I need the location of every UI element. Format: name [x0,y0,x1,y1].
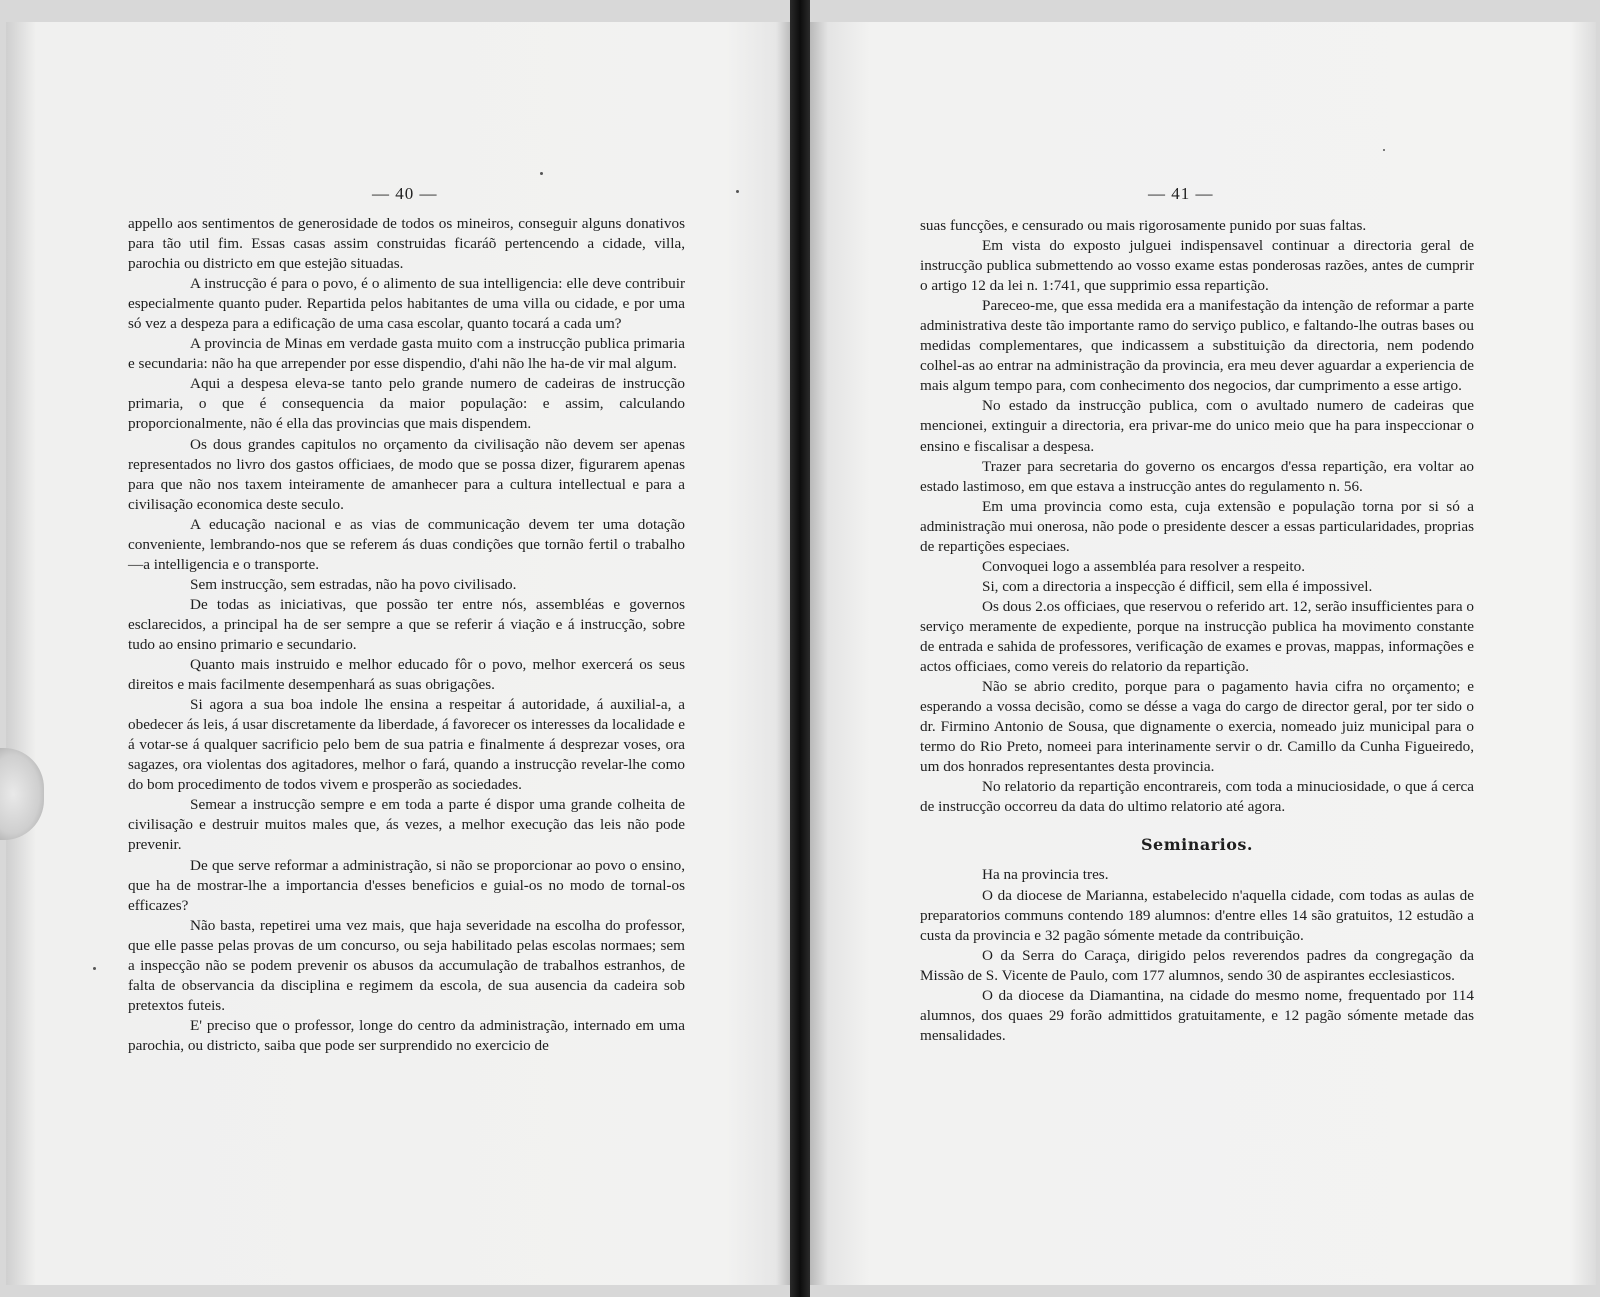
paragraph: Os dous 2.os officiaes, que reservou o referido art. 12, serão insufficientes para o serviço meramente de expediente, porque na instrucção publica ha movimento constante de entrada e sahida de professores, verificação de exames e provas, mappas, informações e actos officiaes, como vereis do relatorio da repartição. [920,597,1474,676]
paragraph: Aqui a despesa eleva-se tanto pelo grande numero de cadeiras de instrucção primaria, o que é consequencia da maior população: e assim, calculando proporcionalmente, não é ella das provincias que mais dispendem. [128,375,685,433]
page-number-right: — 41 — [1148,184,1214,203]
book-gutter [790,0,810,1297]
right-page-body [920,216,1474,1046]
paragraph: appello aos sentimentos de generosidade de todos os mineiros, conseguir alguns donativos para tão util fim. Essas casas assim construidas ficaráõ pertencendo a cidade, villa, parochia ou districto em que estejão situadas. [128,215,685,273]
paragraph: suas funcções, e censurado ou mais rigorosamente punido por suas faltas. [920,217,1367,234]
paragraph: A instrucção é para o povo, é o alimento de sua intelligencia: elle deve contribuir especialmente quanto puder. Repartida pelos habitantes de uma villa ou cidade, e por uma só vez a despeza para a edificação de uma casa escolar, quanto tocará a cada um? [128,275,685,333]
paragraph: E' preciso que o professor, longe do centro da administração, internado em uma parochia, ou districto, saiba que pode ser surprendido no exercicio de [128,1016,685,1054]
paragraph: O da diocese de Marianna, estabelecido n'aquella cidade, com todas as aulas de preparatorios communs contendo 189 alumnos: d'entre elles 14 são gratuitos, 12 estudão a custa da provincia e 32 pagão sómente metade da contribuição. [920,886,1474,944]
paragraph: Não se abrio credito, porque para o pagamento havia cifra no orçamento; e esperando a vossa decisão, como se désse a vaga do cargo de director geral, por ter sido o dr. Firmino Antonio de Sousa, que dignamente o exercia, nomeado juiz municipal para o termo do Rio Preto, nomeei para interinamente servir o dr. Camillo da Cunha Figueiredo, um dos honrados representantes desta provincia. [920,678,1474,776]
section-heading: Seminarios. [1141,835,1253,855]
paragraph: Semear a instrucção sempre e em toda a parte é dispor uma grande colheita de civilisação e destruir muitos males que, ás vezes, a melhor execução das leis não pode prevenir. [128,796,685,854]
paragraph: Quanto mais instruido e melhor educado fôr o povo, melhor exercerá os seus direitos e mais facilmente desempenhará as suas obrigações. [128,656,685,694]
paragraph: Em vista do exposto julguei indispensavel continuar a directoria geral de instrucção publica submettendo ao vosso exame estas ponderosas razões, antes de cumprir o artigo 12 da lei n. 1:741, que supprimio essa repartição. [920,237,1474,295]
page-number-left: — 40 — [372,184,438,203]
paragraph: De que serve reformar a administração, si não se proporcionar ao povo o ensino, que ha de mostrar-lhe a importancia d'esses beneficios e guial-os no modo de tornal-os efficazes? [128,856,685,914]
paragraph: Si, com a directoria a inspecção é difficil, sem ella é impossivel. [982,577,1373,595]
paragraph: Sem instrucção, sem estradas, não ha povo civilisado. [190,575,517,593]
scan-speck [93,967,96,970]
paragraph: A provincia de Minas em verdade gasta muito com a instrucção publica primaria e secundaria: não ha que arrepender por esse dispendio, d'ahi não lhe ha-de vir mal algum. [128,335,685,373]
paragraph: Trazer para secretaria do governo os encargos d'essa repartição, era voltar ao estado lastimoso, em que estava a instrucção antes do regulamento n. 56. [920,457,1474,495]
paragraph: Si agora a sua boa indole lhe ensina a respeitar á autoridade, á auxilial-a, a obedecer ás leis, á usar discretamente da liberdade, á favorecer os interesses da localidade e á votar-se á qualquer sacrificio pelo bem de sua patria e finalmente á desprezar voses, ora sagazes, ora violentas dos agitadores, melhor o fará, quando a instrucção revelar-lhe como do bom procedimento de todos vivem e prosperão as sociedades. [128,696,685,794]
scan-speck [540,172,543,175]
paragraph: Não basta, repetirei uma vez mais, que haja severidade na escolha do professor, que elle passe pelas provas de um concurso, ou seja habilitado pelas escolas normaes; sem a inspecção não se podem prevenir os abusos da accumulação de trabalhos estranhos, de falta de observancia da disciplina e regimem da escola, de sua ausencia da cadeira sob pretextos futeis. [128,916,685,1014]
paragraph: No relatorio da repartição encontrareis, com toda a minuciosidade, o que á cerca de instrucção occorreu da data do ultimo relatorio até agora. [920,778,1474,816]
paragraph: Convoquei logo a assembléa para resolver a respeito. [982,557,1306,575]
paragraph: O da Serra do Caraça, dirigido pelos reverendos padres da congregação da Missão de S. Vicente de Paulo, com 177 alumnos, sendo 30 de aspirantes ecclesiasticos. [920,946,1474,984]
paragraph: De todas as iniciativas, que possão ter entre nós, assembléas e governos esclarecidos, a principal ha de ser sempre a que se referir á viação e á instrucção, sobre tudo ao ensino primario e secundario. [128,595,685,653]
paragraph: A educação nacional e as vias de communicação devem ter uma dotação conveniente, lembrando-nos que se referem ás duas condições que tornão fertil o trabalho—a intelligencia e o transporte. [128,515,685,573]
paragraph: Os dous grandes capitulos no orçamento da civilisação não devem ser apenas representados no livro dos gastos officiaes, de modo que se possa dizer, figurarem apenas para que não nos taxem inteiramente de amanhecer para a cultura intellectual e para a civilisação economica deste seculo. [128,435,685,513]
paragraph: Em uma provincia como esta, cuja extensão e população torna por si só a administração mui onerosa, não pode o presidente descer a essas particularidades, proprias de repartições especiaes. [920,497,1474,555]
left-page-body [128,214,685,1056]
scan-speck [736,190,739,193]
paragraph: Pareceo-me, que essa medida era a manifestação da intenção de reformar a parte administrativa deste tão importante ramo do serviço publico, e faltando-lhe outras bases ou medidas complementares, que indicassem a substituição da directoria, nem podendo colhel-as ao entrar na administração da provincia, era meu dever aguardar a experiencia de mais algum tempo para, com conhecimento dos negocios, dar cumprimento a esse artigo. [920,297,1474,395]
paragraph: O da diocese da Diamantina, na cidade do mesmo nome, frequentado por 114 alumnos, dos quaes 29 forão admittidos gratuitamente, e 12 pagão sómente metade das mensalidades. [920,986,1474,1044]
scan-speck [1383,149,1385,151]
paragraph: Ha na provincia tres. [982,866,1109,884]
paragraph: No estado da instrucção publica, com o avultado numero de cadeiras que mencionei, extinguir a directoria, era privar-me do unico meio que ha para inspeccionar o ensino e fiscalisar a despesa. [920,397,1474,455]
